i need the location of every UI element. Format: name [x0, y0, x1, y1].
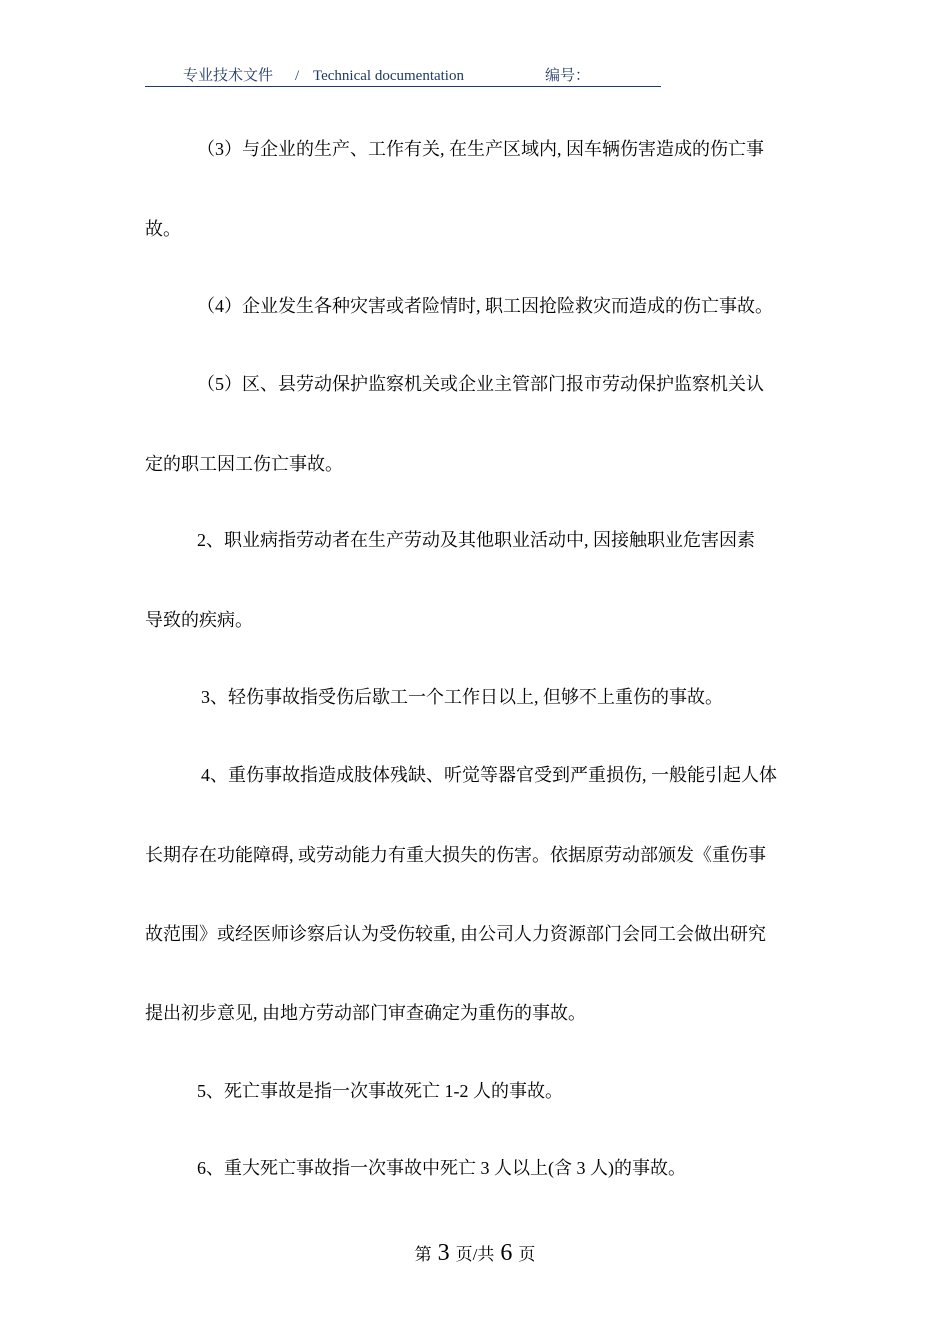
paragraph-line: 导致的疾病。 [145, 610, 253, 630]
paragraph-line: （4）企业发生各种灾害或者险情时, 职工因抢险救灾而造成的伤亡事故。 [197, 296, 773, 316]
paragraph-line: 3、轻伤事故指受伤后歇工一个工作日以上, 但够不上重伤的事故。 [201, 687, 723, 707]
paragraph-line: 2、职业病指劳动者在生产劳动及其他职业活动中, 因接触职业危害因素 [197, 530, 755, 550]
header-number-label: 编号： [545, 68, 591, 84]
paragraph-line: 长期存在功能障碍, 或劳动能力有重大损失的伤害。依据原劳动部颁发《重伤事 [145, 845, 766, 865]
paragraph-line: 4、重伤事故指造成肢体残缺、听觉等器官受到严重损伤, 一般能引起人体 [201, 765, 777, 785]
paragraph-line: 提出初步意见, 由地方劳动部门审查确定为重伤的事故。 [145, 1003, 586, 1023]
footer-current-page: 3 [437, 1240, 450, 1266]
paragraph-line: （5）区、县劳动保护监察机关或企业主管部门报市劳动保护监察机关认 [197, 374, 764, 394]
paragraph-line: 故。 [145, 219, 181, 239]
footer-suffix: 页 [518, 1245, 536, 1264]
paragraph-line: 6、重大死亡事故指一次事故中死亡 3 人以上(含 3 人)的事故。 [197, 1158, 686, 1178]
paragraph-line: 5、死亡事故是指一次事故死亡 1-2 人的事故。 [197, 1081, 563, 1101]
header-english-title: Technical documentation [313, 68, 464, 84]
page-header [145, 66, 661, 87]
footer-total-pages: 6 [500, 1240, 513, 1266]
footer-middle: 页/共 [455, 1245, 495, 1264]
page-footer [0, 1238, 950, 1270]
footer-prefix: 第 [414, 1245, 432, 1264]
header-category: 专业技术文件 [183, 68, 274, 84]
paragraph-line: 故范围》或经医师诊察后认为受伤较重, 由公司人力资源部门会同工会做出研究 [145, 924, 766, 944]
paragraph-line: （3）与企业的生产、工作有关, 在生产区域内, 因车辆伤害造成的伤亡事 [197, 139, 764, 159]
paragraph-line: 定的职工因工伤亡事故。 [145, 454, 343, 474]
header-separator: / [295, 68, 300, 84]
